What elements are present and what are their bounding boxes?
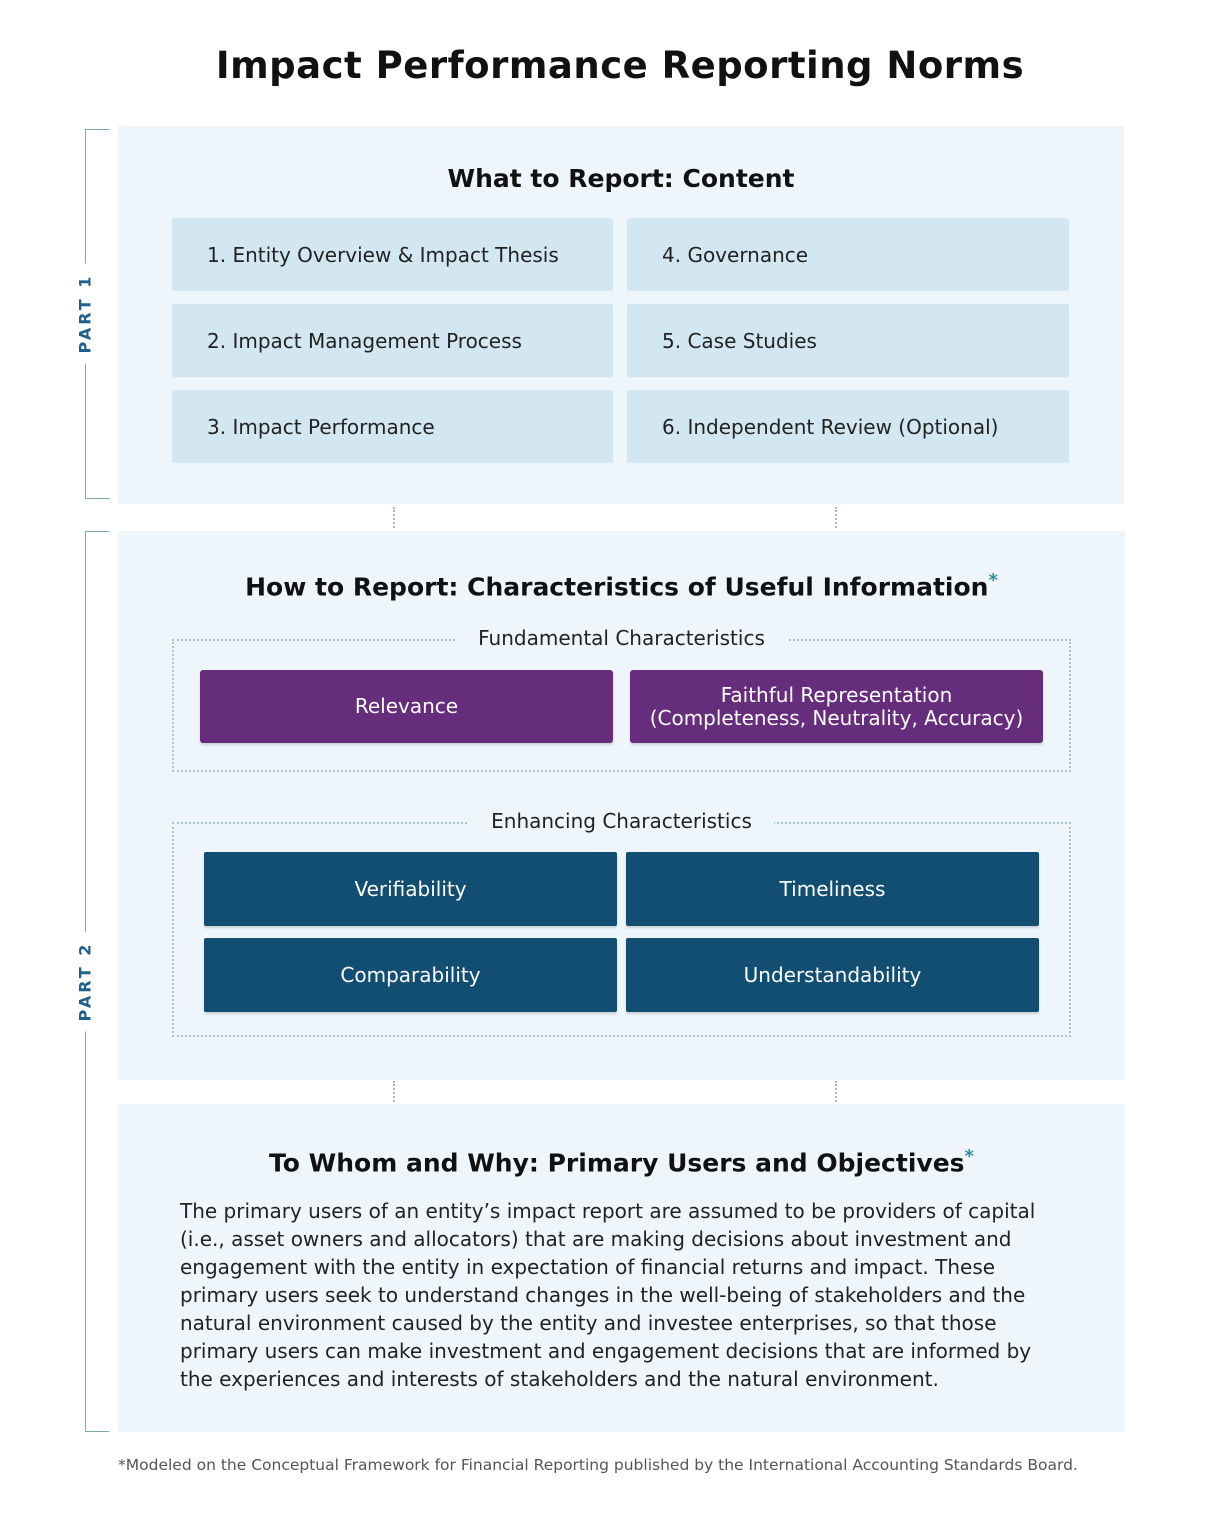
enhancing-label-wrap (172, 809, 1071, 833)
relevance-box: Relevance (200, 670, 613, 743)
characteristics-heading (118, 570, 1125, 601)
paragraph-line: (i.e., asset owners and allocators) that are making decisions about investment and (180, 1227, 1012, 1251)
content-item: 6. Independent Review (Optional) (627, 390, 1069, 463)
connector (393, 1081, 395, 1102)
content-item: 3. Impact Performance (172, 390, 613, 463)
paragraph-line: primary users can make investment and engagement decisions that are informed by (180, 1339, 1032, 1363)
connector (835, 507, 837, 528)
users-paragraph (180, 1197, 1080, 1393)
part2-label: PART 2 (68, 932, 103, 1032)
footnote: *Modeled on the Conceptual Framework for Financial Reporting published by the International Accounting Standards Board. (118, 1456, 1078, 1474)
faithful-representation-box (630, 670, 1043, 743)
users-heading (118, 1146, 1125, 1177)
faithful-representation-subtitle: (Completeness, Neutrality, Accuracy) (649, 705, 1024, 730)
paragraph-line: natural environment caused by the entity and investee enterprises, so that those (180, 1311, 997, 1335)
content-item: 5. Case Studies (627, 304, 1069, 377)
diagram-title: Impact Performance Reporting Norms (215, 44, 1025, 87)
enhancing-label: Enhancing Characteristics (469, 809, 774, 833)
comparability-box: Comparability (204, 938, 617, 1012)
verifiability-box: Verifiability (204, 852, 617, 926)
content-heading: What to Report: Content (447, 164, 795, 193)
content-item: 2. Impact Management Process (172, 304, 613, 377)
fundamental-label-wrap (172, 626, 1071, 650)
asterisk: * (964, 1146, 974, 1167)
characteristics-heading-text: How to Report: Characteristics of Useful Information (245, 572, 989, 602)
part1-label: PART 1 (68, 264, 103, 364)
connector (835, 1081, 837, 1102)
content-item: 1. Entity Overview & Impact Thesis (172, 218, 613, 291)
paragraph-line: The primary users of an entity’s impact report are assumed to be providers of capital (180, 1199, 1036, 1223)
understandability-box: Understandability (626, 938, 1039, 1012)
content-item: 4. Governance (627, 218, 1069, 291)
connector (393, 507, 395, 528)
paragraph-line: engagement with the entity in expectation of financial returns and impact. These (180, 1255, 996, 1279)
paragraph-line: primary users seek to understand changes in the well-being of stakeholders and the (180, 1283, 1026, 1307)
timeliness-box: Timeliness (626, 852, 1039, 926)
asterisk: * (988, 570, 998, 591)
users-heading-text: To Whom and Why: Primary Users and Objectives (269, 1148, 965, 1178)
faithful-representation-title: Faithful Representation (720, 682, 953, 707)
fundamental-label: Fundamental Characteristics (456, 626, 787, 650)
paragraph-line: the experiences and interests of stakeholders and the natural environment. (180, 1367, 939, 1391)
